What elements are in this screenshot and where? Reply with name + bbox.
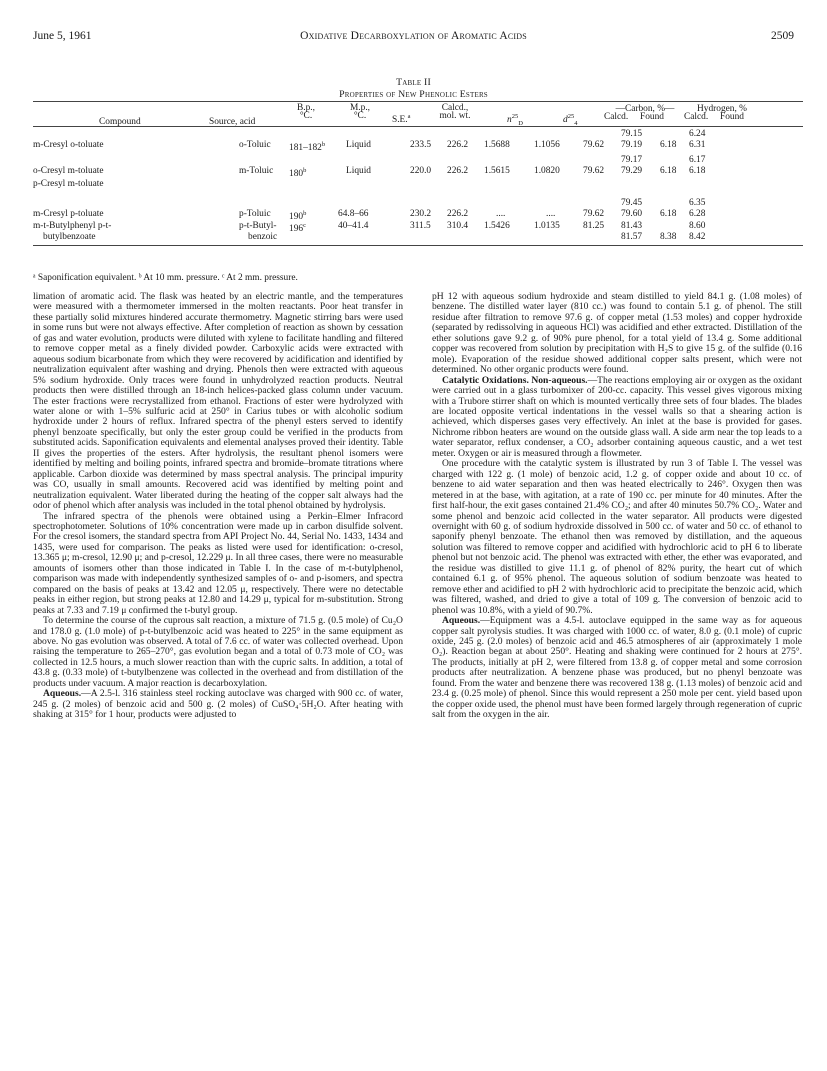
section-head-aqueous: Aqueous. [43,688,82,700]
row1-compound: m-Cresyl o-toluate [33,140,104,150]
header-se-label: S.E. [392,115,408,126]
header-d-label: d [563,115,568,126]
row1-bp [289,140,325,153]
properties-table [33,100,803,270]
header-mp-unit: °C. [353,111,367,121]
row5-d: 1.0135 [534,221,560,231]
paragraph-text: —A 2.5-l. 316 stainless steel rocking autoclave was charged with 900 cc. of water, 245 g. (2 moles) of benzoic acid and 500 g. (2 moles) of CuSO₄·5H₂O. After heating with shaking at 315° for 1 hour, products were adjusted to [33,688,403,721]
row2-c-found-1: 79.17 [621,155,643,165]
row2-c-calcd: 79.62 [583,166,605,176]
header-carbon: —Carbon, %— [615,104,675,114]
paragraph: One procedure with the catalytic system is illustrated by run 3 of Table I. The vessel was charged with 122 g. (1 mole) of benzoic acid, 1.2 g. of copper oxide and about 10 cc. of benzene to aid water separation and then was heated electrically to 246°. Oxygen then was metered in at the base, with agitation, at a rate of 190 cc. per minute for 40 minutes. After the first half-hour, the exit gases contained 21.4% CO₂; and after 40 minutes 50.7% CO₂. Water and some phenol and benzoic acid collected in the water separator. All products were digested overnight with 60 g. of sodium hydroxide dissolved in 500 cc. of water and 50 cc. of ethanol to saponify phenyl benzoate. The ethanol then was removed by distillation, and the aqueous solution was filtered to remove copper and acidified with hydrochloric acid to pH 6 to liberate phenol but not benzoic acid. The phenol was extracted with ether, the ether was evaporated, and the residue was distilled to give 11.1 g. of phenol of 82% purity, the heart cut of which contained 6.1 g. of 95% phenol. The aqueous solution of sodium benzoate was heated to remove ether and acidified to pH 2 with hydrochloric acid to precipitate the benzoic acid, which was filtered, washed, and dried to give a total of 109 g. The conversion of benzoic acid to phenol was 10.8%, with a yield of 90.7%. [432,458,802,616]
row5-mw: 310.4 [447,221,469,231]
row2-h-found-1: 6.17 [689,155,706,165]
row5-c-found-2: 81.57 [621,232,643,242]
header-se-mark: a [407,113,411,120]
row2-source: m-Toluic [239,166,274,176]
row2-c-found-2: 79.29 [621,166,643,176]
row2-nd: 1.5615 [484,166,510,176]
table-title: Properties of New Phenolic Esters [339,89,488,100]
row2-mw: 226.2 [447,166,469,176]
header-nd-label: n [507,115,512,126]
row2-d: 1.0820 [534,166,560,176]
table-top-rule [33,101,803,102]
row4-h-found-1: 6.35 [689,198,706,208]
row5-h-found-2: 8.42 [689,232,706,242]
row4-compound: m-Cresyl p-toluate [33,209,104,219]
header-bp-unit: °C. [299,111,313,121]
header-d-sub: 4 [574,120,578,127]
paragraph [432,616,802,721]
body-column-left [33,292,403,721]
row1-c-found-1: 79.15 [621,129,643,139]
row5-bp [289,221,306,234]
row2-se: 220.0 [410,166,432,176]
row4-mw: 226.2 [447,209,469,219]
row5-source-line2: benzoic [248,232,278,242]
table-header-rule [33,126,803,127]
row1-bp-value: 181–182 [289,143,322,154]
row5-compound-line1: m-t-Butylphenyl p-t- [33,221,112,231]
paragraph [432,376,802,460]
table-footnote: ᵃ Saponification equivalent. ᵇ At 10 mm. pressure. ᶜ At 2 mm. pressure. [33,273,298,283]
row5-c-found-1: 81.43 [621,221,643,231]
row4-nd: .... [496,209,506,219]
header-c-found: Found [640,112,664,122]
header-source: Source, acid [209,117,256,127]
section-head-aqueous-catalytic: Aqueous. [442,615,481,627]
row2-h-found-2: 6.18 [689,166,706,176]
row1-se: 233.5 [410,140,432,150]
row5-h-found-1: 8.60 [689,221,706,231]
paragraph: To determine the course of the cuprous salt reaction, a mixture of 71.5 g. (0.5 mole) of Cu₂O and 178.0 g. (1.0 mole) of p-t-butylbenzoic acid was heated to 225° in the same equipment as above. No gas evolution was observed. A total of 7.6 cc. of water was collected overhead. Upon raising the temperature to 265–270°, gas evolution began and a total of 0.73 mole of CO₂ was collected in 12.5 hours, a much slower reaction than with the cupric salts. In addition, a total of 43.8 g. (0.33 mole) of t-butylbenzene was collected in the overhead and from distillation of the products under vacuum. A major reaction is decarboxylation. [33,615,403,689]
row1-bp-note: b [321,141,326,148]
paragraph: pH 12 with aqueous sodium hydroxide and steam distilled to yield 84.1 g. (1.08 moles) of benzene. The distilled water layer (810 cc.) was found to contain 5.1 g. of phenol. The still residue after filtration to remove 97.6 g. of copper metal (1.53 moles) and copper hydroxide (separated by redissolving in aqueous HCl) was acidified and ether extracted. Distillation of the ether solutions gave 9.2 g. of 90% pure phenol, for a total yield of 13.4 g. Some additional copper was recovered from solution by precipitation with H₂S to give 15 g. of the sulfide (0.16 mole). Evaporation of the residue showed additional copper salts present, which were not determined. No other organic products were found. [432,291,802,376]
row5-mp: 40–41.4 [338,221,369,231]
header-c-calcd: Calcd. [604,112,629,122]
body-column-right [432,292,802,721]
paragraph [33,689,403,720]
row4-source: p-Toluic [239,209,271,219]
row1-source: o-Toluic [239,140,271,150]
row1-mp: Liquid [346,140,371,150]
header-mw: Calcd., [441,103,469,113]
row2-bp [289,166,306,179]
row4-h-found-2: 6.28 [689,209,706,219]
paragraph: The infrared spectra of the phenols were obtained using a Perkin–Elmer Infracord spectrophotometer. Solutions of 10% concentration were made up in carbon disulfide solvent. For the cresol isomers, the standard spectra from API Project No. 44, Serial No. 1433, 1434 and 1435, were used for comparison. The peaks as listed were used for identification: o-cresol, 13.365 μ; m-cresol, 12.90 μ; and p-cresol, 12.229 μ. In all three cases, there were no measurable amounts of isomers other than those indicated in Table I. In the case of m-t-butylphenol, comparison was made with independently synthesized samples of o- and p-isomers, and spectra compared on the basis of peaks at 13.42 and 12.05 μ, respectively. There were no detectable peaks in either region, but strong peaks at 12.80 and 14.29 μ, typical for m-substitution. Strong peaks at 7.33 and 7.19 μ confirmed the t-butyl group. [33,510,403,616]
page-number: 2509 [771,30,794,42]
row2-bp-note: b [303,167,307,174]
issue-date: June 5, 1961 [33,30,92,42]
header-mp: M.p., [349,103,371,113]
table-number: Table II [396,77,431,88]
paragraph-text: —Equipment was a 4.5-l. autoclave equipped in the same way as for aqueous copper salt pyrolysis studies. It was charged with 1000 cc. of water, 8.0 g. (0.1 mole) of cupric oxide, 245 g. (2.0 moles) of benzoic acid and 46.5 atmospheres of air (approximately 1 mole O₂). Reaction began at about 250°. Heating and shaking were continued for 2 hours at 275°. The products, initially at pH 2, were filtered from 13.8 g. of copper metal and some corrosion products after neutralization. A benzene phase was produced, but no phenyl benzoate was found. From the water and benzene there was recovered 138 g. (1.13 moles) of benzoic acid and 23.4 g. (0.25 mole) of phenol. Since this would represent a 250 mole per cent. yield based upon the copper oxide used, the phenol must have been formed largely through regeneration of cupric salt from the oxygen in the air. [432,615,802,721]
row5-h-calcd: 8.38 [660,232,677,242]
running-head [33,30,794,44]
row4-bp-value: 190 [289,212,304,223]
header-d-sup: 25 [567,113,575,120]
row4-d: .... [546,209,556,219]
row2-compound: o-Cresyl m-toluate [33,166,104,176]
running-title: Oxidative Decarboxylation of Aromatic Acids [300,30,527,42]
row2-h-calcd: 6.18 [660,166,677,176]
row1-nd: 1.5688 [484,140,510,150]
row5-se: 311.5 [410,221,431,231]
row1-c-calcd: 79.62 [583,140,605,150]
header-bp: B.p., [297,103,315,113]
row4-c-found-1: 79.45 [621,198,643,208]
header-nd-sup: 25 [511,113,519,120]
table-bottom-rule [33,245,803,246]
row1-d: 1.1056 [534,140,560,150]
header-hydrogen: Hydrogen, % [697,104,747,114]
row1-mw: 226.2 [447,140,469,150]
row4-h-calcd: 6.18 [660,209,677,219]
row4-mp: 64.8–66 [338,209,369,219]
row4-bp-note: b [303,210,307,217]
row2-mp: Liquid [346,166,371,176]
row1-h-found-1: 6.24 [689,129,706,139]
header-compound: Compound [99,117,141,127]
row4-se: 230.2 [410,209,432,219]
row4-c-found-2: 79.60 [621,209,643,219]
row5-nd: 1.5426 [484,221,510,231]
header-h-calcd: Calcd. [684,112,709,122]
row1-h-found-2: 6.31 [689,140,706,150]
row5-bp-value: 196 [289,224,304,235]
paragraph-text: —The reactions employing air or oxygen as the oxidant were carried out in a glass turbomixer of 200-cc. capacity. This vessel gives vigorous mixing with a Trubore stirrer shaft on which is mounted vertically three sets of four blades. The blades are located opposite vertical indentations in the vessel walls so that a shearing action is achieved, which disperses gases very effectively. An inlet at the base is provided for gases. Nichrome ribbon heaters are wound on the outside glass wall. A side arm near the top leads to a water separator, reflux condenser, a CO₂ adsorber containing aqueous caustic, and a wet test meter. Oxygen or air is measured through a flowmeter. [432,374,802,459]
header-se [392,112,411,125]
row5-bp-note: c [303,222,306,229]
row4-c-calcd: 79.62 [583,209,605,219]
row5-c-calcd: 81.25 [583,221,605,231]
row2-bp-value: 180 [289,169,304,180]
header-nd-sub: D [518,120,523,127]
row5-source-line1: p-t-Butyl- [239,221,277,231]
section-head-catalytic: Catalytic Oxidations. Non-aqueous. [442,374,588,386]
paragraph: limation of aromatic acid. The flask was heated by an electric mantle, and the temperatures were measured with a thermometer immersed in the molten reactants. Poor heat transfer in these partially solid mixtures hindered accurate thermometry. Magnetic stirring bars were used in some runs but were not always effective. After completion of reaction as shown by cessation of gas and water evolution, products were diluted with xylene to facilitate handling and filtered to remove copper metal as a finely divided powder. Carboxylic acids were extracted with aqueous sodium bicarbonate from which they were recovered by acidification and identified by neutralization equivalent after washing and drying. Phenols then were extracted with aqueous 5% sodium hydroxide. Only traces were found in unhydrolyzed reaction products. Neutral products then were distilled through an 18-inch helices-packed glass column under vacuum. The ester fractions were recrystallized from ethanol. Fractions of ester were hydrolyzed with water alone or with 1–5% sulfuric acid at 250° in Carius tubes or with alcoholic sodium hydroxide under 2 hours of reflux. Infrared spectra of the phenyl esters served to identify phenyl benzoate specifically, but only the ester group could be verified in the products from substituted acids. Saponification equivalents and elemental analyses proved their identity. Table II gives the properties of the esters. After hydrolysis, the resultant phenol isomers were identified by melting and boiling points, infrared spectra and bromide–bromate titrations where applicable. Carbon dioxide was determined by mass spectral analysis. The principal impurity was CO, usually in small amounts. Recovered acid was identified by melting point and neutralization equivalent. Water liberated during the heating of the copper salt always had the odor of phenol which after analysis was included in the total phenol obtained by hydrolysis. [33,291,403,512]
header-mw-unit: mol. wt. [439,111,471,121]
header-h-found: Found [720,112,744,122]
row1-h-calcd: 6.18 [660,140,677,150]
row1-c-found-2: 79.19 [621,140,643,150]
row5-compound-line2: butylbenzoate [43,232,96,242]
row3-compound: p-Cresyl m-toluate [33,179,104,189]
